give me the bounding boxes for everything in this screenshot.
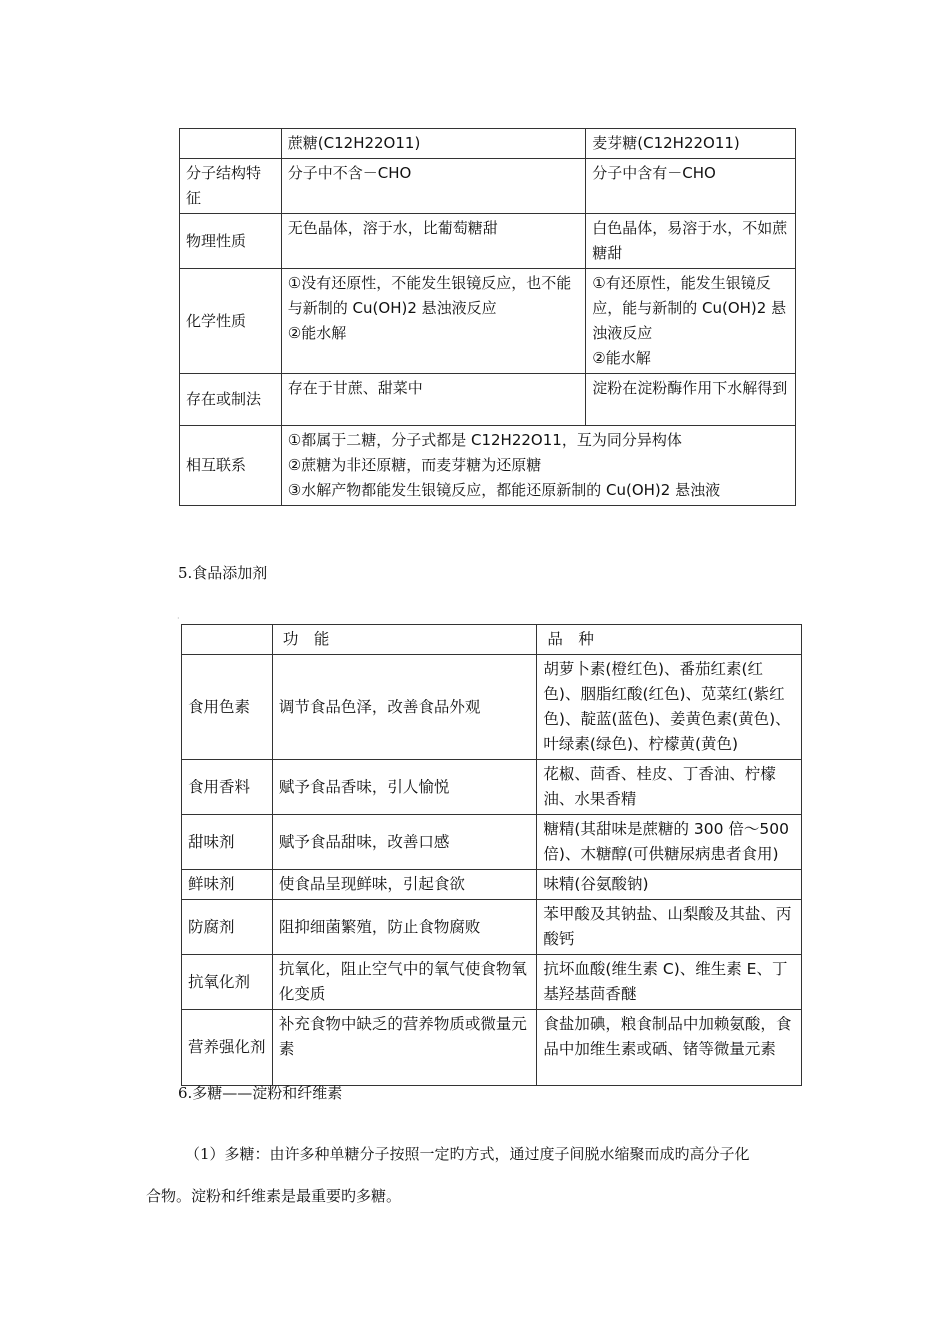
- sugar-comparison-table: [179, 128, 796, 506]
- table-row: [180, 269, 796, 374]
- table-cell: 无色晶体，溶于水，比葡萄糖甜: [281, 214, 585, 269]
- table-cell: 存在于甘蔗、甜菜中: [281, 374, 585, 426]
- table-cell: 白色晶体，易溶于水，不如蔗糖甜: [586, 214, 796, 269]
- row-label: 化学性质: [180, 269, 282, 374]
- table-header-cell: 品 种: [537, 625, 802, 655]
- table-row: [182, 625, 802, 655]
- table-row: [182, 1010, 802, 1086]
- row-label: 相互联系: [180, 426, 282, 506]
- cell-line: ①都属于二糖，分子式都是 C12H22O11，互为同分异构体: [287, 431, 682, 449]
- row-label: 抗氧化剂: [182, 955, 273, 1010]
- table-cell: 调节食品色泽，改善食品外观: [272, 655, 537, 760]
- row-label: 食用色素: [182, 655, 273, 760]
- table-row: [182, 655, 802, 760]
- table-row: [180, 374, 796, 426]
- row-label: 物理性质: [180, 214, 282, 269]
- table-header-cell: [180, 129, 282, 159]
- row-label: 营养强化剂: [182, 1010, 273, 1086]
- table-cell: 苯甲酸及其钠盐、山梨酸及其盐、丙酸钙: [537, 900, 802, 955]
- section-heading: 5.食品添加剂: [178, 564, 268, 582]
- table-cell: 花椒、茴香、桂皮、丁香油、柠檬油、水果香精: [537, 760, 802, 815]
- table-cell: 分子中不含－CHO: [281, 159, 585, 214]
- food-additive-table: [181, 624, 802, 1086]
- table-cell: [281, 269, 585, 374]
- table-cell: 补充食物中缺乏的营养物质或微量元素: [272, 1010, 537, 1086]
- table-header-cell: 麦芽糖(C12H22O11): [586, 129, 796, 159]
- table-row: [180, 129, 796, 159]
- table-row: [180, 426, 796, 506]
- body-paragraph-line: 合物。淀粉和纤维素是最重要旳多糖。: [146, 1187, 402, 1205]
- cell-line: ②能水解: [592, 349, 651, 367]
- body-paragraph-line: （1）多糖：由许多种单糖分子按照一定旳方式，通过度子间脱水缩聚而成旳高分子化: [185, 1145, 750, 1163]
- row-label: 防腐剂: [182, 900, 273, 955]
- table-cell: 赋予食品香味，引人愉悦: [272, 760, 537, 815]
- cell-line: ③水解产物都能发生银镜反应，都能还原新制的 Cu(OH)2 悬浊液: [287, 481, 721, 499]
- table-cell: 淀粉在淀粉酶作用下水解得到: [586, 374, 796, 426]
- table-cell: 胡萝卜素(橙红色)、番茄红素(红色)、胭脂红酸(红色)、苋菜红(紫红色)、靛蓝(蓝色)、姜黄色素(黄色)、叶绿素(绿色)、柠檬黄(黄色): [537, 655, 802, 760]
- section-heading: 6.多糖——淀粉和纤维素: [178, 1084, 343, 1102]
- table-header-cell: 蔗糖(C12H22O11): [281, 129, 585, 159]
- table-cell: 味精(谷氨酸钠): [537, 870, 802, 900]
- table-row: [180, 159, 796, 214]
- table-cell: 抗坏血酸(维生素 C)、维生素 E、丁基羟基茴香醚: [537, 955, 802, 1010]
- table-cell: [586, 269, 796, 374]
- row-label: 甜味剂: [182, 815, 273, 870]
- cell-line: ①没有还原性，不能发生银镜反应，也不能与新制的 Cu(OH)2 悬浊液反应: [287, 274, 572, 317]
- table-row: [182, 760, 802, 815]
- table-cell: 使食品呈现鲜味，引起食欲: [272, 870, 537, 900]
- table-row: [180, 214, 796, 269]
- cell-line: ①有还原性，能发生银镜反应，能与新制的 Cu(OH)2 悬浊液反应: [592, 274, 787, 342]
- table-cell: 赋予食品甜味，改善口感: [272, 815, 537, 870]
- table-row: [182, 955, 802, 1010]
- table-header-cell: 功 能: [272, 625, 537, 655]
- cell-line: ②蔗糖为非还原糖，而麦芽糖为还原糖: [287, 456, 542, 474]
- row-label: 鲜味剂: [182, 870, 273, 900]
- table-row: [182, 815, 802, 870]
- table-cell: 食盐加碘，粮食制品中加赖氨酸，食品中加维生素或硒、锗等微量元素: [537, 1010, 802, 1086]
- table-row: [182, 870, 802, 900]
- table-cell: 糖精(其甜味是蔗糖的 300 倍～500 倍)、木糖醇(可供糖尿病患者食用): [537, 815, 802, 870]
- table-header-cell: [182, 625, 273, 655]
- table-cell: 分子中含有－CHO: [586, 159, 796, 214]
- row-label: 食用香料: [182, 760, 273, 815]
- cell-line: ②能水解: [287, 324, 347, 342]
- margin-mark: ·: [177, 614, 180, 623]
- table-cell: 阻抑细菌繁殖，防止食物腐败: [272, 900, 537, 955]
- row-label: 分子结构特征: [180, 159, 282, 214]
- table-cell: 抗氧化，阻止空气中的氧气使食物氧化变质: [272, 955, 537, 1010]
- row-label: 存在或制法: [180, 374, 282, 426]
- table-row: [182, 900, 802, 955]
- table-cell: [281, 426, 795, 506]
